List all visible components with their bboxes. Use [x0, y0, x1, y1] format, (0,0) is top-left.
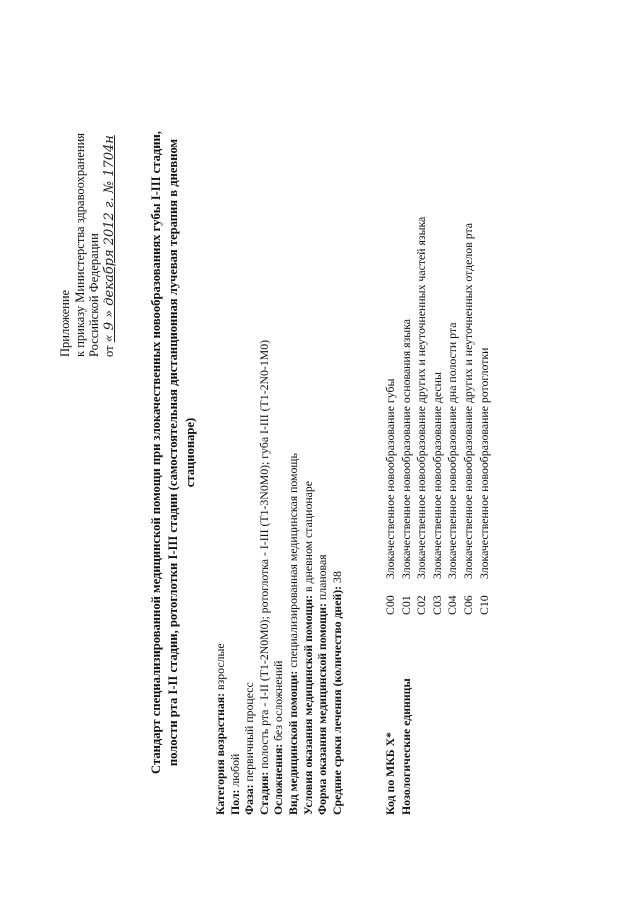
- nosology-name: Злокачественное новообразование дна полости рта: [445, 322, 460, 579]
- nosology-name: Злокачественное новообразование других и неуточненных отделов рта: [460, 223, 475, 579]
- appendix-order-line: к приказу Министерства здравоохранения: [72, 132, 87, 357]
- nosology-column: [383, 59, 492, 579]
- nosology-name: Злокачественное новообразование десны: [429, 372, 444, 579]
- icd-code: C00: [383, 595, 397, 615]
- appendix-federation-line: Российской Федерации: [87, 233, 101, 357]
- nosology-name: Злокачественное новообразование губы: [383, 378, 397, 579]
- patient-parameters: [213, 340, 344, 815]
- appendix-block: [58, 133, 117, 357]
- param-care-form: Форма оказания медицинской помощи: плановая: [315, 554, 330, 815]
- appendix-label: Приложение: [58, 289, 72, 357]
- icd-code: C02: [414, 595, 429, 615]
- appendix-date-prefix: от: [101, 345, 116, 357]
- document-title: [148, 0, 199, 905]
- param-complications: Осложнения: без осложнений: [271, 660, 286, 815]
- param-stage: Стадия: полость рта - I-II (T1-2N0M0); ротоглотка - I-III (T1-3N0M0); губа I-III (T1-2N0-1M0): [256, 339, 271, 815]
- codes-column: [383, 579, 492, 615]
- nosology-name: Злокачественное новообразование других и неуточненных частей языка: [414, 216, 429, 579]
- param-phase: Фаза: первичный процесс: [242, 682, 257, 815]
- param-sex: Пол: любой: [227, 753, 242, 815]
- appendix-date-line: [102, 133, 118, 357]
- icd-code: C04: [445, 595, 460, 615]
- icd-code: C06: [460, 595, 475, 615]
- icd-code: C03: [429, 595, 444, 615]
- param-care-type: Вид медицинской помощи: специализированная медицинская помощь: [285, 453, 300, 815]
- nosology-name: Злокачественное новообразование ротоглотки: [476, 347, 491, 579]
- param-care-conditions: Условия оказания медицинской помощи: в дневном стационаре: [300, 480, 315, 815]
- nosology-name: Злокачественное новообразование основания языка: [398, 319, 413, 579]
- nosology-header: Нозологические единицы: [398, 678, 413, 815]
- title-line-3: стационаре): [183, 417, 197, 488]
- icd-code: C01: [398, 595, 413, 615]
- codes-headers: [383, 615, 414, 815]
- icd-code: C10: [476, 595, 491, 615]
- title-line-1: Стандарт специализированной медицинской помощи при злокачественных новообразованиях губы I-III стадии,: [149, 131, 163, 774]
- title-line-2: полости рта I-II стадии, ротоглотки I-III стадии (самостоятельная дистанционная лучевая терапия в дневном: [166, 138, 180, 767]
- handwritten-date-number: « 9 » декабря 2012 г. № 1704н: [101, 135, 117, 343]
- param-age: Категория возрастная: взрослые: [213, 643, 227, 815]
- param-treatment-duration: Средние сроки лечения (количество дней): 38: [329, 571, 344, 815]
- icd-code-header: Код по МКБ X*: [383, 732, 397, 815]
